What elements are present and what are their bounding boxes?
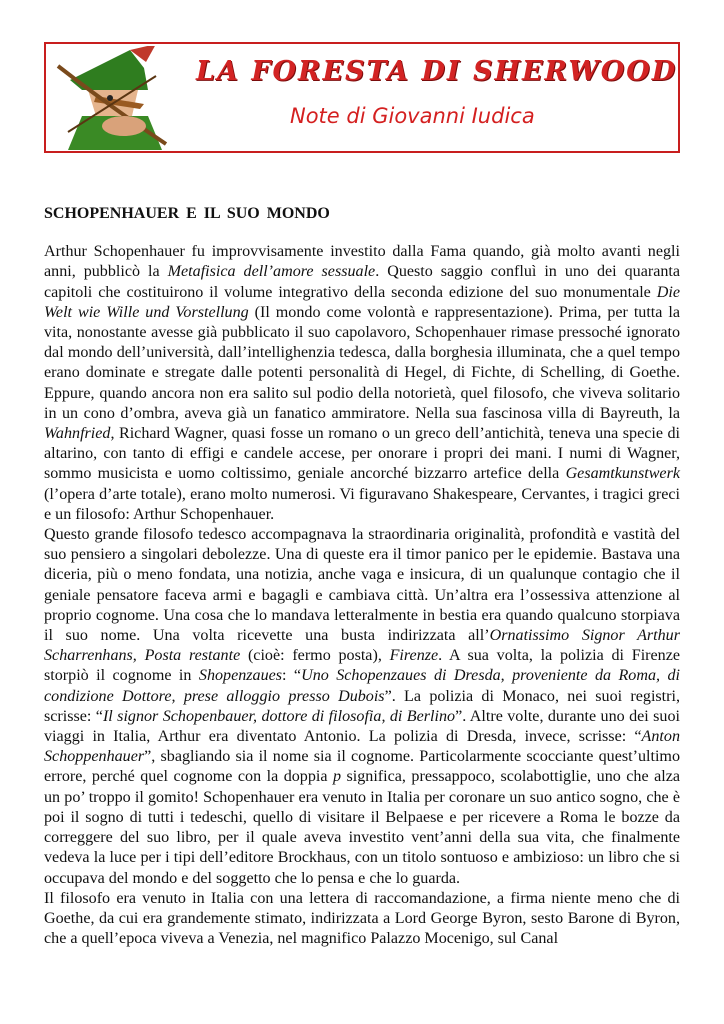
text-run: (Il mondo come volontà e rappresentazione). Prima, per tutta la vita, nonostante avesse già pubblicato il suo capolavoro, Schopenhauer rimase pressoché ignorato dal mondo dell’università, dall’intellighenzia tedesca, dalla borghesia illuminata, che a quel tempo erano dominate e stregate dalle potenti personalità di Hegel, di Fichte, di Schelling, di Goethe. Eppure, quando ancora non era salito sul podio della notorietà, quel filosofo, che viveva solitario in un cono d’ombra, aveva già un fanatico ammiratore. Nella sua fascinosa villa di Bayreuth, la — [44, 303, 680, 422]
italic-title: Wahnfried — [44, 425, 111, 443]
paragraph-1 — [44, 242, 680, 525]
text-run: ”, sbagliando sia il nome sia il cognome. Particolarmente scocciante quest’ultimo errore, perché quel cognome con la doppia — [44, 748, 680, 786]
banner-title: LA FORESTA DI SHERWOOD — [196, 56, 678, 87]
text-run: significa, pressappoco, scolabottiglie, uno che alza un po’ troppo il gomito! Schopenhauer era venuto in Italia per coronare un suo antico sogno, che è poi il sogno di tutti i tedeschi, quello di visitare il Belpaese e per ricevere a Roma le bozze da correggere del suo libro, per il quale aveva investito vent’anni della sua vita, che finalmente vedeva la luce per i tipi dell’editore Brockhaus, con un titolo sontuoso e ambizioso: un libro che si occupava del mondo e del soggetto che lo pensa e che lo guarda. — [44, 768, 680, 887]
paragraph-2 — [44, 525, 680, 889]
text-run: (cioè: fermo posta), — [240, 647, 390, 665]
banner-subtitle: Note di Giovanni Iudica — [290, 104, 535, 128]
text-run: ”. Altre volte, durante uno dei suoi viaggi in Italia, Arthur era diventato Antonio. La polizia di Dresda, invece, scrisse: “ — [44, 707, 681, 746]
text-run: Il filosofo era venuto in Italia con una lettera di raccomandazione, a firma niente meno che di Goethe, da cui era grandemente stimato, indirizzata a Lord George Byron, sesto Barone di Byron, che a quell’epoca viveva a Venezia, nel magnifico Palazzo Mocenigo, sul Canal — [44, 889, 680, 948]
text-run: , Richard Wagner, quasi fosse un romano o un greco dell’antichità, teneva una specie di altarino, con tanto di effigi e candele accese, per onorare i propri dei mani. I numi di Wagner, sommo musicista e uomo coltissimo, geniale ancorché bizzarro artefice della — [44, 425, 680, 483]
article-heading: SCHOPENHAUER E IL SUO MONDO — [44, 205, 330, 222]
italic-quote: Firenze — [389, 647, 439, 665]
italic-quote: Uno Schopenzaues di Dresda, proveniente da Roma, di condizione Dottore, prese alloggio presso Dubois — [44, 667, 680, 705]
text-run: : “ — [282, 667, 302, 685]
paragraph-3 — [44, 889, 680, 950]
italic-title: Gesamtkunstwerk — [565, 465, 680, 483]
text-run: (l’opera d’arte totale), erano molto numerosi. Vi figuravano Shakespeare, Cervantes, i tragici greci e un filosofo: Arthur Schopenhauer. — [44, 485, 680, 523]
italic-quote: Shopenzaues — [198, 667, 283, 685]
archer-illustration-icon — [52, 46, 172, 150]
header-banner — [44, 42, 680, 153]
italic-quote: Il signor Schopenbauer, dottore di filosofia, di Berlino — [102, 707, 456, 725]
italic-quote: Anton Schoppenhauer — [44, 728, 680, 766]
italic-title: Metafisica dell’amore sessuale — [167, 263, 376, 281]
italic-letter: p — [332, 768, 342, 786]
text-run: . A sua volta, la polizia di Firenze storpiò il cognome in — [44, 647, 681, 685]
text-run: Questo grande filosofo tedesco accompagnava la straordinaria originalità, profondità e vastità del suo pensiero a singolari debolezze. Una di queste era il timor panico per le epidemie. Bastava una diceria, più o meno fondata, una notizia, anche vaga e insicura, di un qualunque contagio che il geniale pensatore faceva armi e bagagli e cambiava città. Un’altra era l’ossessiva attenzione al proprio cognome. Una cosa che lo mandava letteralmente in bestia era quando qualcuno storpiava il suo nome. Una volta ricevette una busta indirizzata all’ — [44, 526, 680, 645]
italic-quote: Ornatissimo Signor Arthur Scharrenhans, Posta restante — [44, 627, 680, 665]
text-run: Arthur Schopenhauer fu improvvisamente investito dalla Fama quando, già molto avanti negli anni, pubblicò la — [44, 243, 680, 281]
text-run: ”. La polizia di Monaco, nei suoi registri, scrisse: “ — [44, 687, 681, 725]
italic-title: Die Welt wie Wille und Vorstellung — [44, 283, 680, 321]
article-body — [44, 204, 680, 949]
text-run: . Questo saggio confluì in uno dei quaranta capitoli che costituirono il volume integrativo della seconda edizione del suo monumentale — [44, 263, 681, 301]
